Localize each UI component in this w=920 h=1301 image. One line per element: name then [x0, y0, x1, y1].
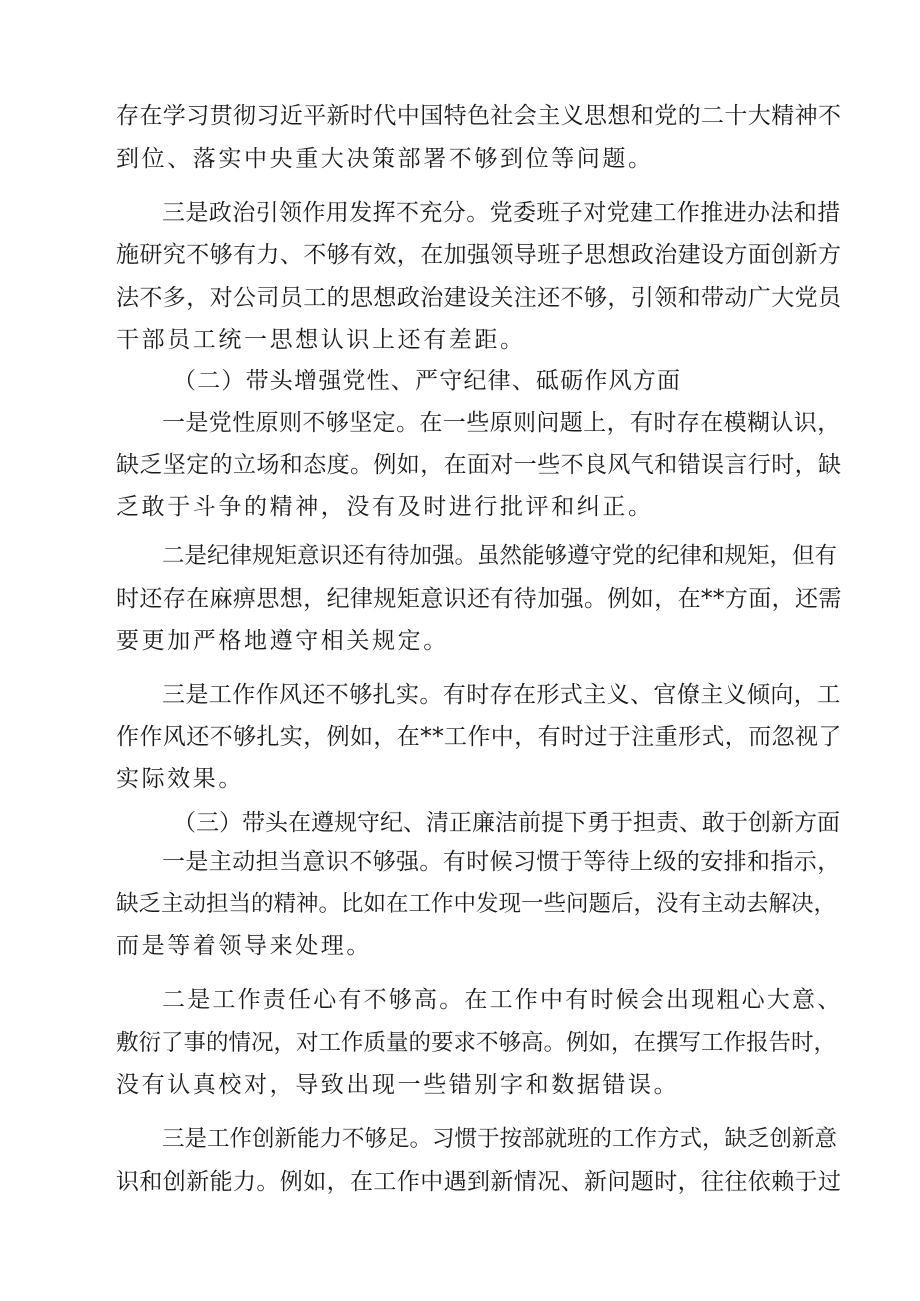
paragraph-line: 要更加严格地遵守相关规定。	[116, 628, 449, 654]
paragraph-line: 实际效果。	[116, 766, 244, 792]
paragraph-line: 存在学习贯彻习近平新时代中国特色社会主义思想和党的二十大精神不	[116, 103, 842, 129]
paragraph-line: 三是工作作风还不够扎实。有时存在形式主义、官僚主义倾向，工	[162, 682, 841, 708]
paragraph-line: 三是工作创新能力不够足。习惯于按部就班的工作方式，缺乏创新意	[162, 1126, 838, 1152]
paragraph-line: 三是政治引领作用发挥不充分。党委班子对党建工作推进办法和措	[162, 200, 841, 226]
paragraph-line: 而是等着领导来处理。	[116, 933, 372, 959]
paragraph-line: 没有认真校对，导致出现一些错别字和数据错误。	[116, 1072, 680, 1098]
paragraph-line: 敷衍了事的情况，对工作质量的要求不够高。例如，在撰写工作报告时，	[116, 1030, 837, 1056]
paragraph-line: 到位、落实中央重大决策部署不够到位等问题。	[116, 146, 654, 172]
paragraph-line: 一是主动担当意识不够强。有时候习惯于等待上级的安排和指示，	[162, 849, 841, 875]
paragraph-line: 法不多，对公司员工的思想政治建设关注还不够，引领和带动广大党员	[116, 285, 842, 311]
paragraph-line: 乏敢于斗争的精神，没有及时进行批评和纠正。	[116, 494, 654, 520]
paragraph-line: 识和创新能力。例如，在工作中遇到新情况、新问题时，往往依赖于过	[116, 1169, 842, 1195]
paragraph-line: 作作风还不够扎实，例如，在**工作中，有时过于注重形式，而忽视了	[116, 724, 842, 750]
paragraph-line: 缺乏坚定的立场和态度。例如，在面对一些不良风气和错误言行时，缺	[116, 452, 842, 478]
paragraph-line: 缺乏主动担当的精神。比如在工作中发现一些问题后，没有主动去解决，	[116, 891, 837, 917]
paragraph-line: 施研究不够有力、不够有效，在加强领导班子思想政治建设方面创新方	[116, 242, 842, 268]
paragraph-line: 二是纪律规矩意识还有待加强。虽然能够遵守党的纪律和规矩，但有	[162, 543, 838, 569]
section-heading: （三）带头在遵规守纪、清正廉洁前提下勇于担责、敢于创新方面	[173, 810, 840, 836]
paragraph-line: 一是党性原则不够坚定。在一些原则问题上，有时存在模糊认识，	[162, 410, 841, 436]
paragraph-line: 干部员工统一思想认识上还有差距。	[116, 327, 526, 353]
section-heading: （二）带头增强党性、严守纪律、砥砺作风方面	[173, 368, 682, 394]
paragraph-line: 二是工作责任心有不够高。在工作中有时候会出现粗心大意、	[162, 987, 843, 1013]
paragraph-line: 时还存在麻痹思想，纪律规矩意识还有待加强。例如，在**方面，还需	[116, 586, 842, 612]
